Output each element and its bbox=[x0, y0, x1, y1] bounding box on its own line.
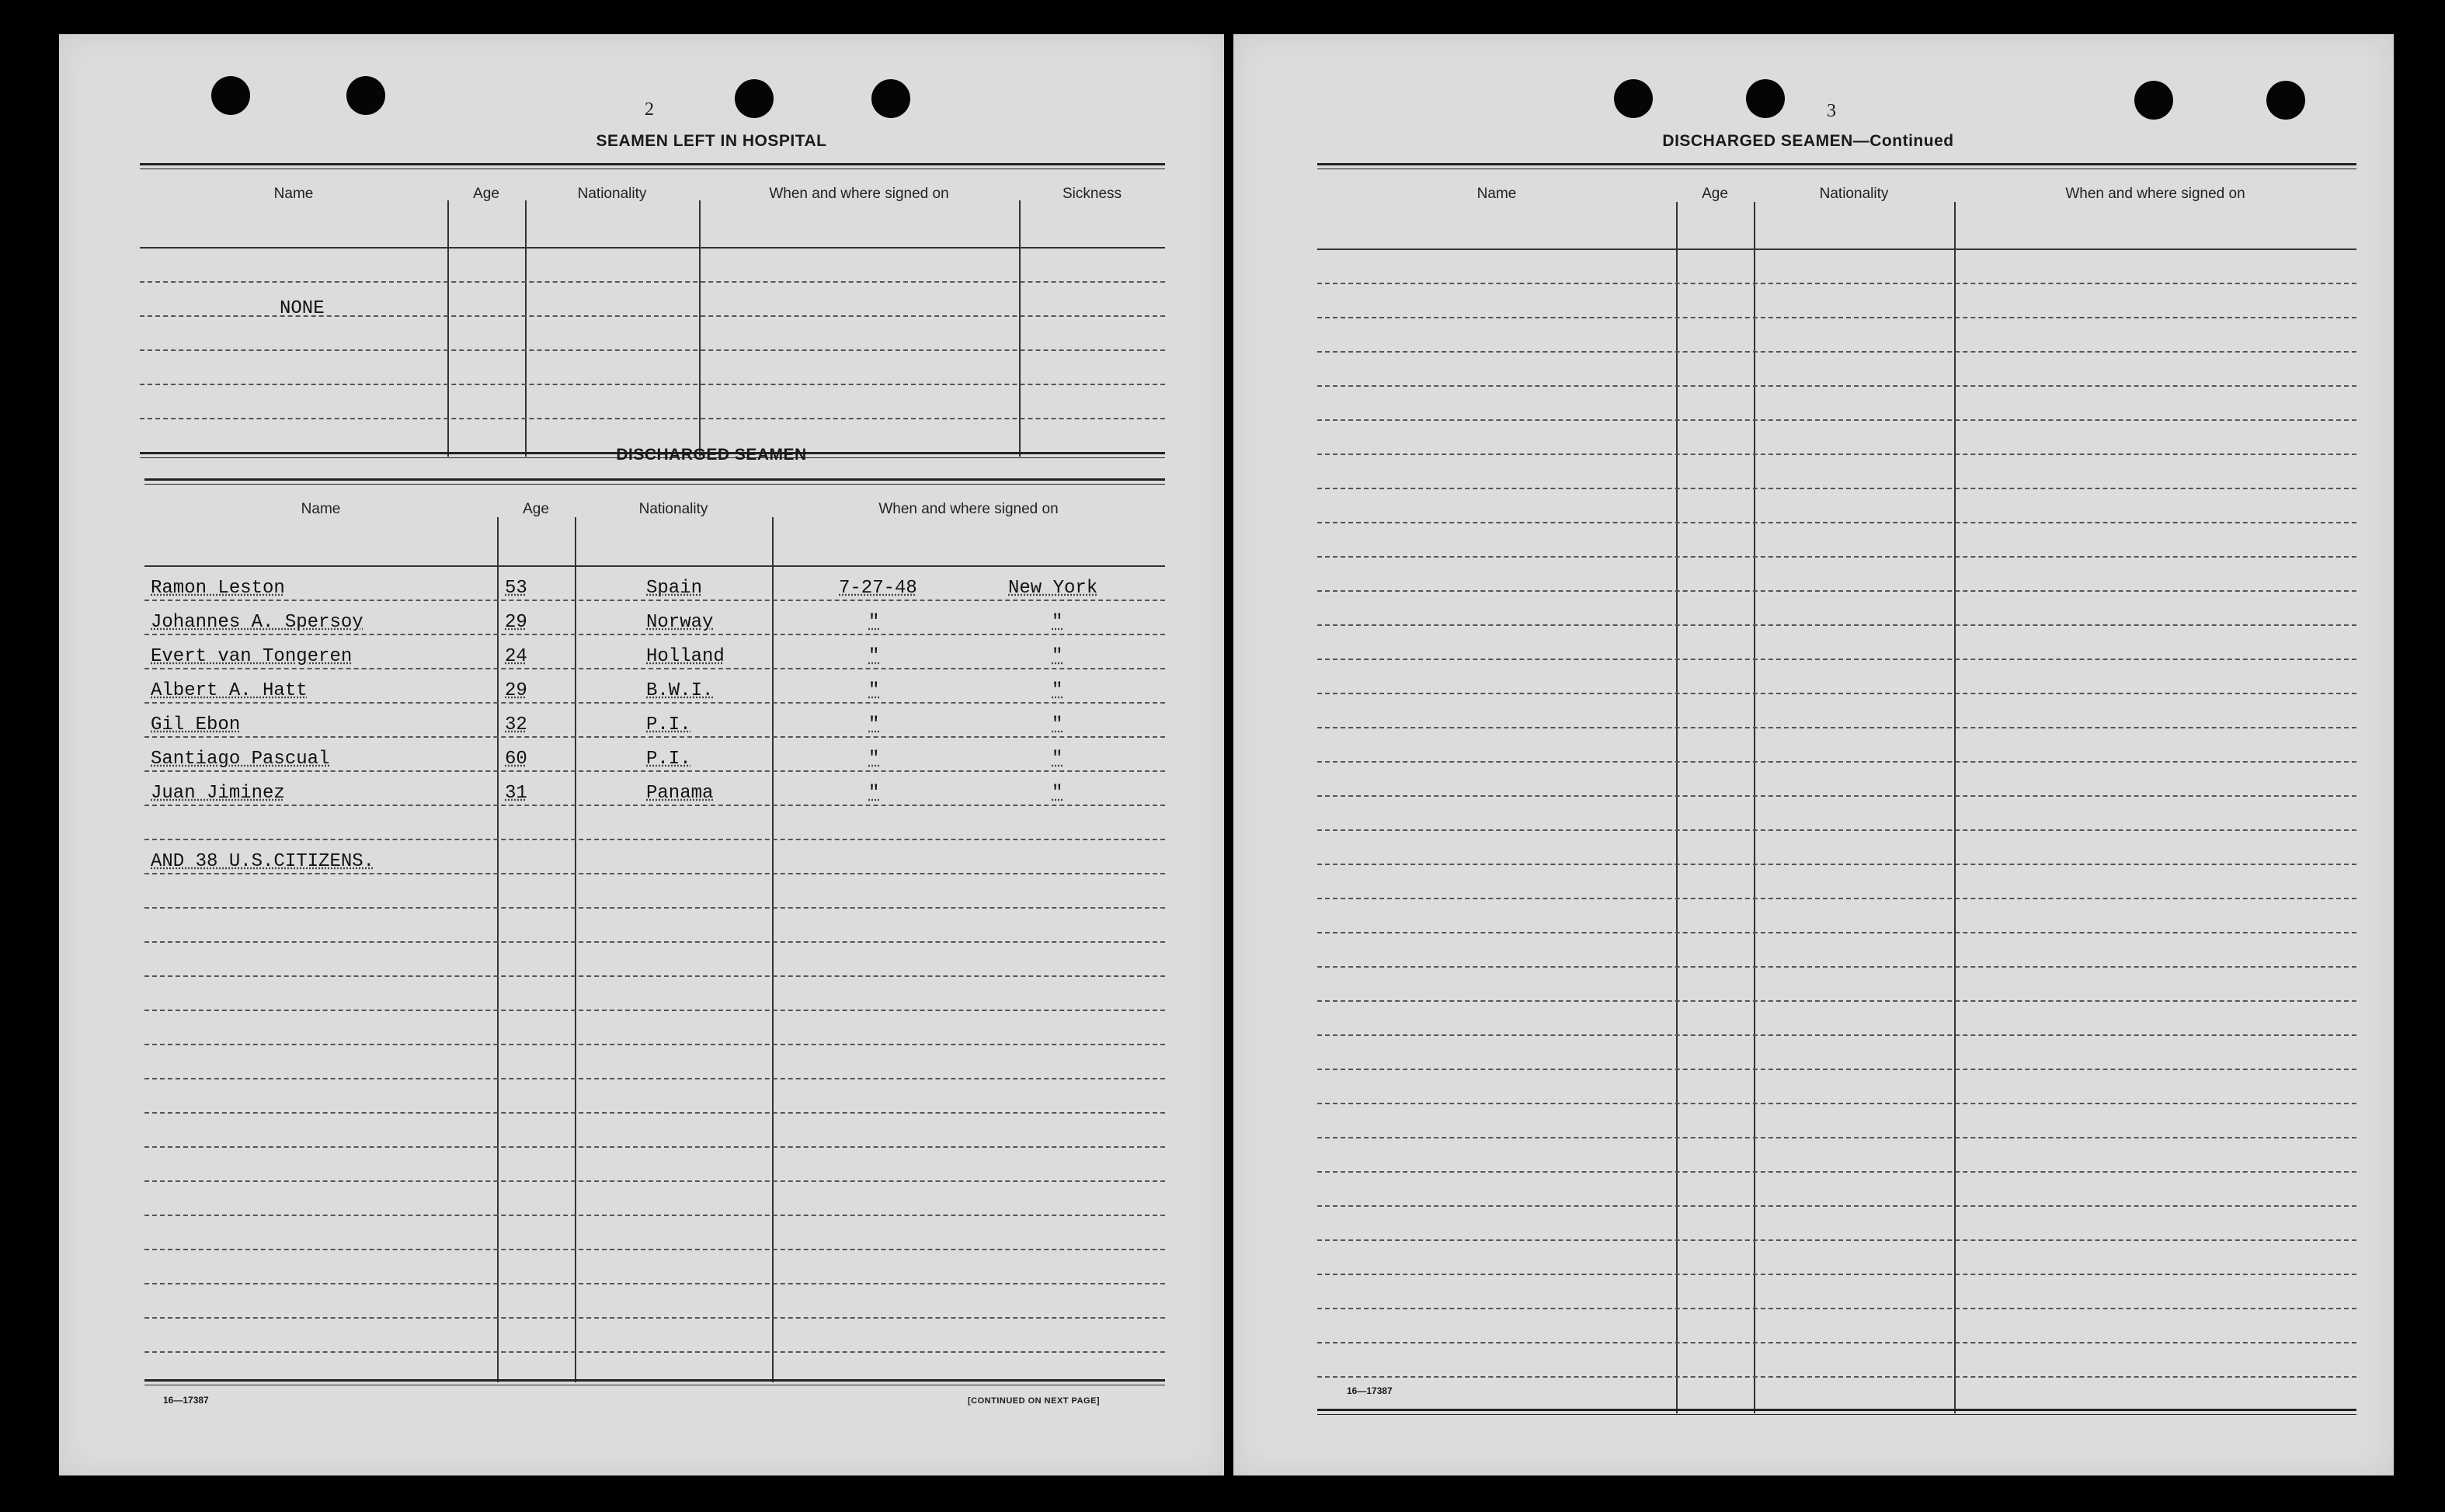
page-number: 3 bbox=[1827, 101, 1836, 121]
row-line bbox=[1317, 659, 2356, 660]
hospital-section-title: SEAMEN LEFT IN HOSPITAL bbox=[596, 132, 827, 150]
continued-note: [CONTINUED ON NEXT PAGE] bbox=[968, 1396, 1101, 1406]
seaman-age: 31 bbox=[505, 783, 527, 804]
column-divider bbox=[1754, 202, 1755, 1413]
row-line bbox=[1317, 1034, 2356, 1036]
signed-on-place: " bbox=[1052, 783, 1063, 804]
row-line bbox=[1317, 864, 2356, 865]
col-header-nationality: Nationality bbox=[638, 501, 708, 517]
form-code: 16—17387 bbox=[1347, 1385, 1393, 1396]
seaman-age: 60 bbox=[505, 749, 527, 770]
row-line bbox=[144, 702, 1165, 704]
row-line bbox=[144, 1146, 1165, 1148]
row-line bbox=[1317, 1205, 2356, 1207]
row-line bbox=[1317, 1137, 2356, 1138]
signed-on-date: " bbox=[868, 714, 880, 735]
row-line bbox=[144, 1112, 1165, 1114]
row-line bbox=[1317, 1103, 2356, 1104]
seaman-name: Evert van Tongeren bbox=[151, 646, 353, 667]
row-line bbox=[1317, 932, 2356, 933]
column-divider bbox=[1676, 202, 1678, 1413]
punch-hole bbox=[346, 76, 385, 115]
table-top-rule bbox=[140, 163, 1165, 169]
row-line bbox=[1317, 727, 2356, 728]
row-line bbox=[144, 600, 1165, 601]
col-header-signed-on: When and where signed on bbox=[2065, 186, 2245, 202]
row-line bbox=[1317, 488, 2356, 489]
row-line bbox=[144, 1180, 1165, 1182]
page-number: 2 bbox=[645, 99, 654, 120]
col-header-signed-on: When and where signed on bbox=[878, 501, 1059, 517]
col-header-nationality: Nationality bbox=[1819, 186, 1889, 202]
row-line bbox=[144, 1044, 1165, 1045]
row-line bbox=[1317, 351, 2356, 353]
signed-on-place: " bbox=[1052, 646, 1063, 667]
seaman-nationality: B.W.I. bbox=[646, 680, 714, 701]
row-line bbox=[1317, 385, 2356, 387]
row-line bbox=[1317, 522, 2356, 523]
punch-hole bbox=[1746, 79, 1785, 118]
column-divider bbox=[497, 517, 499, 1382]
seaman-name: Johannes A. Spersoy bbox=[151, 612, 363, 633]
seaman-name: Albert A. Hatt bbox=[151, 680, 308, 701]
continued-table bbox=[1317, 163, 2356, 1421]
seaman-nationality: P.I. bbox=[646, 714, 691, 735]
row-line bbox=[1317, 590, 2356, 592]
seaman-age: 29 bbox=[505, 680, 527, 701]
row-line bbox=[144, 805, 1165, 806]
signed-on-date: " bbox=[868, 749, 880, 770]
row-line bbox=[144, 1010, 1165, 1011]
table-top-rule bbox=[1317, 163, 2356, 169]
row-line bbox=[140, 281, 1165, 283]
seaman-nationality: P.I. bbox=[646, 749, 691, 770]
title-text: DISCHARGED SEAMEN bbox=[1662, 132, 1853, 150]
signed-on-date: " bbox=[868, 612, 880, 633]
signed-on-place: " bbox=[1052, 714, 1063, 735]
left-page bbox=[59, 34, 1224, 1476]
col-header-name: Name bbox=[273, 186, 314, 202]
row-line bbox=[1317, 1342, 2356, 1343]
signed-on-date: " bbox=[868, 783, 880, 804]
column-divider bbox=[1954, 202, 1956, 1413]
col-header-name: Name bbox=[301, 501, 341, 517]
signed-on-date: 7-27-48 bbox=[839, 578, 917, 599]
row-line bbox=[144, 770, 1165, 772]
row-line bbox=[1317, 898, 2356, 899]
seaman-nationality: Holland bbox=[646, 646, 725, 667]
seaman-age: 29 bbox=[505, 612, 527, 633]
row-line bbox=[140, 384, 1165, 385]
row-line bbox=[1317, 419, 2356, 421]
row-line bbox=[1317, 693, 2356, 694]
row-line bbox=[1317, 795, 2356, 797]
signed-on-place: " bbox=[1052, 749, 1063, 770]
row-line bbox=[1317, 283, 2356, 284]
row-line bbox=[144, 634, 1165, 635]
row-line bbox=[1317, 317, 2356, 318]
row-line bbox=[144, 839, 1165, 840]
row-line bbox=[144, 1215, 1165, 1216]
signed-on-place: " bbox=[1052, 612, 1063, 633]
title-suffix: —Continued bbox=[1852, 132, 1954, 150]
row-line bbox=[144, 975, 1165, 977]
row-line bbox=[140, 418, 1165, 419]
col-header-nationality: Nationality bbox=[577, 186, 647, 202]
seaman-nationality: Panama bbox=[646, 783, 714, 804]
row-line bbox=[144, 1078, 1165, 1079]
row-line bbox=[1317, 829, 2356, 831]
row-line bbox=[144, 1283, 1165, 1284]
row-line bbox=[1317, 761, 2356, 763]
punch-hole bbox=[2134, 81, 2173, 120]
signed-on-date: " bbox=[868, 646, 880, 667]
seaman-nationality: Spain bbox=[646, 578, 703, 599]
row-line bbox=[1317, 1171, 2356, 1173]
col-header-name: Name bbox=[1476, 186, 1517, 202]
row-line bbox=[144, 907, 1165, 909]
signed-on-place: New York bbox=[1008, 578, 1098, 599]
row-line bbox=[1317, 556, 2356, 558]
hospital-table bbox=[140, 163, 1165, 461]
col-header-sickness: Sickness bbox=[1062, 186, 1122, 202]
row-line bbox=[144, 941, 1165, 943]
row-line bbox=[144, 1317, 1165, 1319]
header-rule bbox=[1317, 249, 2356, 250]
column-divider bbox=[575, 517, 576, 1382]
col-header-age: Age bbox=[1702, 186, 1728, 202]
citizens-note: AND 38 U.S.CITIZENS. bbox=[151, 851, 375, 872]
form-code: 16—17387 bbox=[163, 1395, 209, 1406]
hospital-entry-none: NONE bbox=[280, 298, 325, 319]
row-line bbox=[1317, 1000, 2356, 1002]
table-top-rule bbox=[144, 478, 1165, 485]
seaman-name: Ramon Leston bbox=[151, 578, 285, 599]
discharged-section-title: DISCHARGED SEAMEN bbox=[616, 446, 807, 464]
signed-on-place: " bbox=[1052, 680, 1063, 701]
row-line bbox=[1317, 624, 2356, 626]
table-bottom-rule bbox=[144, 1379, 1165, 1385]
seaman-nationality: Norway bbox=[646, 612, 714, 633]
row-line bbox=[140, 349, 1165, 351]
header-rule bbox=[144, 565, 1165, 567]
col-header-signed-on: When and where signed on bbox=[769, 186, 949, 202]
continued-section-title bbox=[1466, 132, 2150, 151]
seaman-name: Gil Ebon bbox=[151, 714, 241, 735]
row-line bbox=[144, 736, 1165, 738]
col-header-age: Age bbox=[523, 501, 549, 517]
header-rule bbox=[140, 247, 1165, 249]
table-bottom-rule bbox=[1317, 1409, 2356, 1415]
right-page bbox=[1233, 34, 2394, 1476]
punch-hole bbox=[735, 79, 774, 118]
column-divider bbox=[772, 517, 774, 1382]
punch-hole bbox=[1614, 79, 1653, 118]
row-line bbox=[1317, 1274, 2356, 1275]
row-line bbox=[1317, 1069, 2356, 1070]
seaman-name: Juan Jiminez bbox=[151, 783, 285, 804]
discharged-table bbox=[144, 478, 1165, 1387]
row-line bbox=[1317, 1239, 2356, 1241]
row-line bbox=[144, 1249, 1165, 1250]
punch-hole bbox=[211, 76, 250, 115]
seaman-age: 53 bbox=[505, 578, 527, 599]
punch-hole bbox=[2266, 81, 2305, 120]
row-line bbox=[1317, 1376, 2356, 1378]
col-header-age: Age bbox=[473, 186, 499, 202]
row-line bbox=[144, 668, 1165, 669]
row-line bbox=[144, 873, 1165, 874]
punch-hole bbox=[871, 79, 910, 118]
seaman-age: 32 bbox=[505, 714, 527, 735]
seaman-age: 24 bbox=[505, 646, 527, 667]
row-line bbox=[144, 1351, 1165, 1353]
seaman-name: Santiago Pascual bbox=[151, 749, 330, 770]
row-line bbox=[1317, 966, 2356, 968]
row-line bbox=[1317, 1308, 2356, 1309]
row-line bbox=[1317, 454, 2356, 455]
signed-on-date: " bbox=[868, 680, 880, 701]
